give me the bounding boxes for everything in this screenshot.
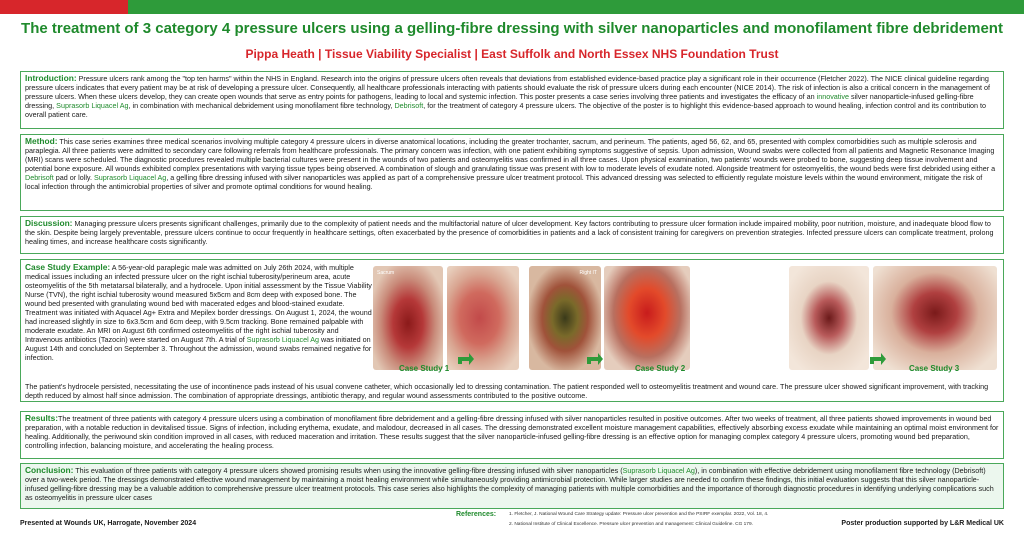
method-section (20, 134, 1004, 211)
method-highlight: Debrisoft (25, 173, 54, 182)
discussion-text-part: Managing pressure ulcers presents significant challenges, primarily due to the complexity of patient needs and the multifactorial nature of ulcer development. Key factors contributing to pressure ulcer formation include impaired mobility, poor nutrition, moisture, and inadequate blood flow to the skin. Despite being largely preventable, pressure ulcers continue to occur frequently in healthcare settings, often exacerbated by the presence of comorbidities in patients and a lack of consistent training for caregivers on prevention strategies. Infected pressure ulcers can complicate treatment, prolong healing times, and increase healthcare costs significantly. (25, 219, 994, 246)
introduction-highlight: Suprasorb Liquacel Ag (56, 101, 129, 110)
wound-photo-3a (789, 266, 869, 370)
top-banner-red-block (0, 0, 128, 14)
method-text-part: pad or lolly. (53, 173, 94, 182)
progress-arrow-icon (586, 352, 604, 366)
wound-photo-label: Right IT (579, 270, 597, 276)
introduction-heading: Introduction: (25, 73, 77, 83)
top-banner (0, 0, 1024, 14)
introduction-highlight: innovative (816, 92, 849, 101)
introduction-section (20, 71, 1004, 129)
conclusion-highlight: Suprasorb Liquacel Ag (622, 466, 695, 475)
conclusion-text-part: This evaluation of three patients with category 4 pressure ulcers showed promising results when using the innovative gelling-fibre dressing infused with silver nanoparticles ( (73, 466, 623, 475)
case-study-2-label: Case Study 2 (635, 364, 686, 373)
introduction-text-part: silver nanoparticle-infused gelling-fibre dressing, (25, 92, 974, 110)
case-study-outcome-text: The patient's hydrocele persisted, necessitating the use of incontinence pads instead of his usual convene catheter, which occasionally led to dressing contamination. The patient responded well to osteomyelitis treatment and wound care. The pressure ulcer showed significant improvement, with tracking depth reduced by almost half since admission. The combination of appropriate dressings, antibiotic therapy, and regular wound assessments contributed to the positive outcome. (25, 382, 989, 400)
method-text-part: This case series examines three medical scenarios involving multiple category 4 pressure ulcers in diverse anatomical locations, including the greater trochanter, sacrum, and perineum. The patients, aged 56, 62, and 65, presented with complex comorbidities such as multiple sclerosis and paraplegia. All three patients were admitted to secondary care following referrals from healthcare professionals. The primary concern was infection, with one patient exhibiting symptoms suggestive of sepsis. Upon admission, Wound swabs were collected from all patients and Magnetic Resonance Imaging (MRI) scans were scheduled. The diagnostic procedures revealed multiple bacterial cultures were present in the wounds of two patients and osteomyelitis was confirmed in all three cases. Upon physical examination, two patients' wounds were probed to bone, suggesting deep tissue involvement and potential bone exposure. All wounds exhibited complex presentations with varying tissue types being observed. A combination of slough and granulating tissue was present with low to moderate levels of exudate noted. Alongside treatment for osteomyelitis, the wound beds were first debrided using either a (25, 137, 996, 173)
conclusion-section (20, 463, 1004, 509)
discussion-section (20, 216, 1004, 254)
results-heading: Results: (25, 413, 59, 423)
conclusion-text-part: ), in combination with effective debridement using monofilament fibre technology (Debrisoft) over a two-week period. The dressings demonstrated effective wound management by maintaining a moist healing environment while simultaneously providing antimicrobial protection. While larger studies are needed to confirm these findings, this initial evaluation suggests that this silver nanoparticle-infused gelling-fibre dressing may be a valuable addition to comprehensive pressure ulcer treatment protocols. This case series also highlights the complexity of managing patients with multiple comorbidities and the importance of thorough diagnostic procedures in identifying underlying complications such as osteomyelitis in pressure ulcer cases (25, 466, 994, 502)
references-heading: References: (456, 511, 497, 518)
conclusion-heading: Conclusion: (25, 465, 74, 475)
conclusion-text (25, 466, 999, 502)
wound-photo-1a (373, 266, 443, 370)
poster-title: The treatment of 3 category 4 pressure ulcers using a gelling-fibre dressing with silver nanoparticles and monofilament fibre debridement (21, 20, 1003, 37)
introduction-highlight: Debrisoft (394, 101, 424, 110)
introduction-text-part: , for the treatment of category 4 pressure ulcers. The objective of the poster is to highlight this evidence-based approach to wound healing, infection control and its contribution to overall patient care. (25, 101, 987, 119)
progress-arrow-icon (869, 352, 887, 366)
results-section (20, 411, 1004, 459)
wound-photo-label: Sacrum (377, 270, 395, 276)
introduction-text (25, 74, 999, 119)
poster-authors: Pippa Heath | Tissue Viability Specialist | East Suffolk and North Essex NHS Foundation Trust (245, 47, 779, 61)
method-text (25, 137, 999, 191)
reference-item: 1. Fletcher, J. National Wound Care Strategy update: Pressure ulcer prevention and the PSIRF exemplar. 2022, Vol. 18, 4. (509, 512, 769, 517)
introduction-text-part: , in combination with mechanical debridement using monofilament fibre technology, (128, 101, 395, 110)
reference-item: 2. National Institute of Clinical Excellence. Pressure ulcer prevention and management: Clinical Guideline. CG 179. (509, 522, 753, 527)
method-text-part: , a gelling fibre dressing infused with silver nanoparticles was applied as part of a comprehensive pressure ulcer treatment protocol. This advanced dressing was selected to efficiently regulate moisture levels within the wound environment, mitigate the risk of local infection through the antimicrobial properties of silver and promote optimal conditions for wound healing. (25, 173, 983, 191)
results-text (25, 414, 999, 450)
case-study-highlight: Suprasorb Liquacel Ag (246, 335, 320, 344)
discussion-heading: Discussion: (25, 218, 73, 228)
progress-arrow-icon (457, 352, 475, 366)
case-study-3-label: Case Study 3 (909, 364, 960, 373)
case-study-heading: Case Study Example: (25, 262, 111, 272)
sponsor-text: Poster production supported by L&R Medical UK (841, 520, 1004, 527)
wound-photo-3b (873, 266, 997, 370)
presented-at-text: Presented at Wounds UK, Harrogate, November 2024 (20, 520, 197, 527)
case-study-text-part: A 56-year-old paraplegic male was admitted on July 26th 2024, with multiple medical issues including an infected pressure ulcer on the right ischial tuberosity/perineum area, acute osteomyelitis of the 5th metatarsal bilaterally, and a hydrocele. Upon initial assessment by the Tissue Viability Nurse (TVN), the right ischial tuberosity wound measured 5x5cm and 8cm deep with exposed bone. The wound bed presented with granulating wound bed with macerated edges and blood-stained exudate. Treatment was initiated with Aquacel Ag+ Extra and Mepilex border dressings. On August 1, 2024, the wound had increased slightly in size to 6x3.5cm and 6cm deep, with 9.5cm tracking. Bone remained palpable with moderate exudate. An MRI on August 6th confirmed osteomyelitis of the right ischial tuberosity and Intravenous antibiotics (Tazocin) were started on August 7th. A trial of (25, 263, 372, 344)
case-study-text (25, 263, 375, 362)
wound-photo-2b (604, 266, 690, 370)
results-text-part: The treatment of three patients with category 4 pressure ulcers using a combination of monofilament fibre debridement and a gelling-fibre dressing infused with silver nanoparticles resulted in positive outcomes. After two weeks of treatment, all three patients showed improvements in wound bed preparation, with a notable reduction in devitalised tissue. Signs of infection, including erythema, exudate, and malodour, decreased in all cases. The dressing demonstrated excellent moisture management capabilities, effectively absorbing excess exudate while maintaining an optimal moist environment for healing. Additionally, the periwound skin condition improved in all cases, with reduced maceration and irritation. These results suggest that the silver nanoparticle-infused gelling-fibre dressing is an effective option for managing complex category 4 pressure ulcers, promoting wound bed preparation, controlling infection, balancing moisture, and accelerating the healing process. (25, 414, 999, 450)
discussion-text (25, 219, 999, 246)
case-study-text-part: was initiated on August 14th and concluded on September 3. Throughout the admission, wound swabs remained negative for infection. (25, 335, 372, 362)
case-study-section (20, 259, 1004, 402)
method-heading: Method: (25, 136, 58, 146)
introduction-text-part: Pressure ulcers rank among the "top ten harms" within the NHS in England. Research into the origins of pressure ulcers often reveals that deviations from established evidence-based practice play a significant role in their occurrence (Fletcher 2022). The NICE clinical guideline regarding pressure ulcers indicates that every patient may be at risk of developing a pressure ulcer. Consequently, all healthcare professionals interacting with patients should evaluate the risk of pressure ulcers during each encounter (NICE 2014). The risk of infection is also a critical concern in the management of pressure ulcers. When these ulcers develop, they can create open wounds that serve as entry points for pathogens, leading to local and systemic infection. This poster presents a case series involving three patients and investigates the efficacy of an (25, 74, 990, 101)
method-highlight: Suprasorb Liquacel Ag (93, 173, 167, 182)
case-study-1-label: Case Study 1 (399, 364, 450, 373)
